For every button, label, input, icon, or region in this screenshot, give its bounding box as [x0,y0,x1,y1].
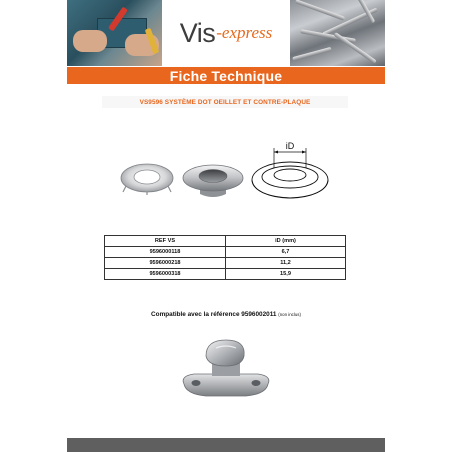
workshop-photo [67,0,162,66]
logo-sub-text: -express [216,23,273,42]
vis-express-logo [162,0,290,66]
compatibility-note [0,311,452,318]
product-title: VS9596 SYSTÈME DOT OEILLET ET CONTRE-PLAQUE [139,98,311,106]
footer-bar [67,438,385,452]
title-bar-text: Fiche Technique [169,67,283,84]
table-row [105,258,346,269]
screws-photo [290,0,385,66]
cell-ref: 9596000318 [105,269,226,280]
compatibility-text: Compatible avec la référence 9596002011 [151,311,277,318]
table-row [105,269,346,280]
eyelet-diameter-diagram [250,140,330,204]
cell-diameter: 15,9 [226,269,346,280]
title-bar [67,67,385,84]
table-row [105,247,346,258]
diagram-id-label: iD [285,141,295,151]
cell-ref: 9596000218 [105,258,226,269]
eyelet-front-image [120,162,174,196]
cell-diameter: 11,2 [226,258,346,269]
eyelet-angle-image [182,162,244,200]
compatibility-small-note: (non inclus) [278,312,301,317]
header-ref: REF VS [105,236,226,247]
header-diameter: iD (mm) [226,236,346,247]
cell-ref: 9596000118 [105,247,226,258]
reference-table [104,235,346,280]
cell-diameter: 6,7 [226,247,346,258]
table-header-row [105,236,346,247]
turn-button-image [176,336,276,408]
header-banner [67,0,385,66]
product-title-box [102,96,348,108]
logo-main-text: Vis [179,17,216,48]
